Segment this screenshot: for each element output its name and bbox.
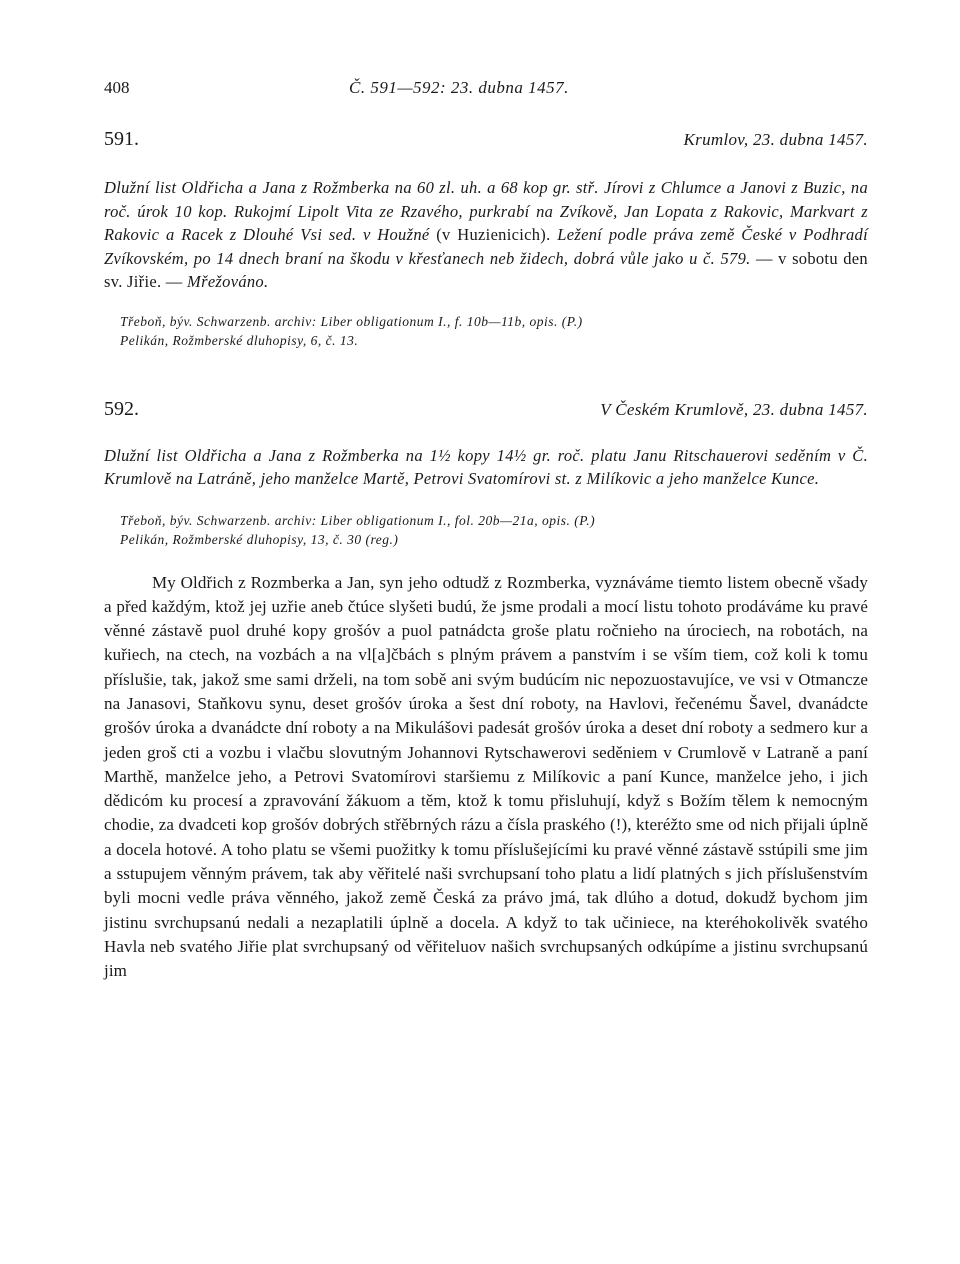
entry-592-number: 592. [104,397,139,420]
entry-592-source-edition: Pelikán, Rožmberské dluhopisy, 13, č. 30 (reg.) [120,531,399,547]
entry-591-sources [104,312,868,350]
regest-591-part-c: Ležení podle práva země České v Podhradí Zvíkovském, po 14 dnech braní na škodu v křesťanech neb židech, dobrá vůle jako u č. 579. [104,225,868,268]
entry-591-source-archive: Třeboň, býv. Schwarzenb. archiv: Liber obligationum I., f. 10b—11b, opis. (P.) [120,313,583,329]
entry-591-place-date: Krumlov, 23. dubna 1457. [683,130,868,149]
entry-591-number: 591. [104,128,139,150]
regest-591-part-e: Mřežováno. [187,272,269,291]
regest-591-part-a: Dlužní list Oldřicha a Jana z Rožmberka na 60 zl. uh. a 68 kop gr. stř. Jírovi z Chlumce a Janovi z Buzic, na roč. úrok 10 kop. Rukojmí Lipolt Vita ze Rzavého, purkrabí na Zvíkově, Jan Lopata z Rakovic, Markvart z Rakovic a Racek z Dlouhé Vsi sed. v Houžné [104,178,868,244]
entry-592-place-date: V Českém Krumlově, 23. dubna 1457. [600,399,868,419]
entry-592-regest: Dlužní list Oldřicha a Jana z Rožmberka na 1½ kopy 14½ gr. roč. platu Janu Ritschauerovi seděním v Č. Krumlově na Latráně, jeho manželce Martě, Petrovi Svatomírovi st. z Milíkovic a jeho manželce Kunce. [104,445,868,488]
document-page [104,78,868,984]
entry-592-sources [104,511,868,549]
entry-592-source-archive: Třeboň, býv. Schwarzenb. archiv: Liber obligationum I., fol. 20b—21a, opis. (P.) [120,512,596,528]
page-number: 408 [104,78,130,97]
regest-591-part-b: (v Huzienicich). [436,225,551,244]
running-title: Č. 591—592: 23. dubna 1457. [349,78,569,97]
running-head [104,78,868,108]
regest-591-part-d: — v sobotu den sv. Jiřie. — [104,248,868,291]
entry-591-heading [104,128,868,158]
entry-592-heading [104,398,868,428]
entry-591-regest [104,176,868,294]
entry-592-charter-text: My Oldřich z Rozmberka a Jan, syn jeho odtudž z Rozmberka, vyznáváme tiemto listem obecně všady a před každým, ktož jej uzřie aneb čtúce slyšeti budú, že jsme prodali a mocí listu tohoto prodáváme ku pravé věnné zástavě puol druhé kopy grošóv a puol patnádcta groše platu ročnieho na úrociech, na robotách, na kuřiech, na ctech, na vozbách a na vl[a]čbách s plným právem a panstvím i se vším tiem, což koli k tomu příslušie, tak, jakož sme sami drželi, na tom sobě ani svým budúcím nic nepozuostavujíce, ve vsi v Otmancze na Janasovi, Staňkovu synu, deset grošóv úroka a šest dní roboty, na Havlovi, řečenému Šavel, dvanádcte grošóv úroka a dvanádcte dní roboty a na Mikulášovi padesát grošóv úroka a deset dní roboty a sedmero kur a jeden groš cti a vozbu i vlačbu slovutným Johannovi Rytschawerovi seděniem v Crumlově v Latraně a paní Marthě, manželce jeho, a Petrovi Svatomírovi staršiemu z Milíkovic a paní Kunce, manželce jeho, i jich dědicóm ku procesí a zpravování žákuom a těm, ktož k tomu přisluhují, když s Božím tělem k nemocným chodie, za dvadceti kop grošóv dobrých střěbrných rázu a čísla praského (!), kteréžto sme od nich přijali úplně a docela hotové. A toho platu se všemi puožitky k tomu příslušejícími ku pravé věnné zástavě sstúpili sme jim a sstupujem věnným právem, tak aby věřitelé naši svrchupsaní toho platu a lidí platných s jich příslušenstvím byli mocni vedle práva věnného, jakož země Česká za právo jmá, tak dlúho a dotud, dokudž bychom jim jistinu svrchupsanú nedali a nezaplatili úplně a docela. A když to tak učiniece, na kteréhokolivěk svatého Havla neb svatého Jiřie plat svrchupsaný od věřiteluov našich svrchupsaných odkúpíme a jistinu svrchupsanú jim [104,572,868,981]
entry-591-source-edition: Pelikán, Rožmberské dluhopisy, 6, č. 13. [120,332,359,348]
